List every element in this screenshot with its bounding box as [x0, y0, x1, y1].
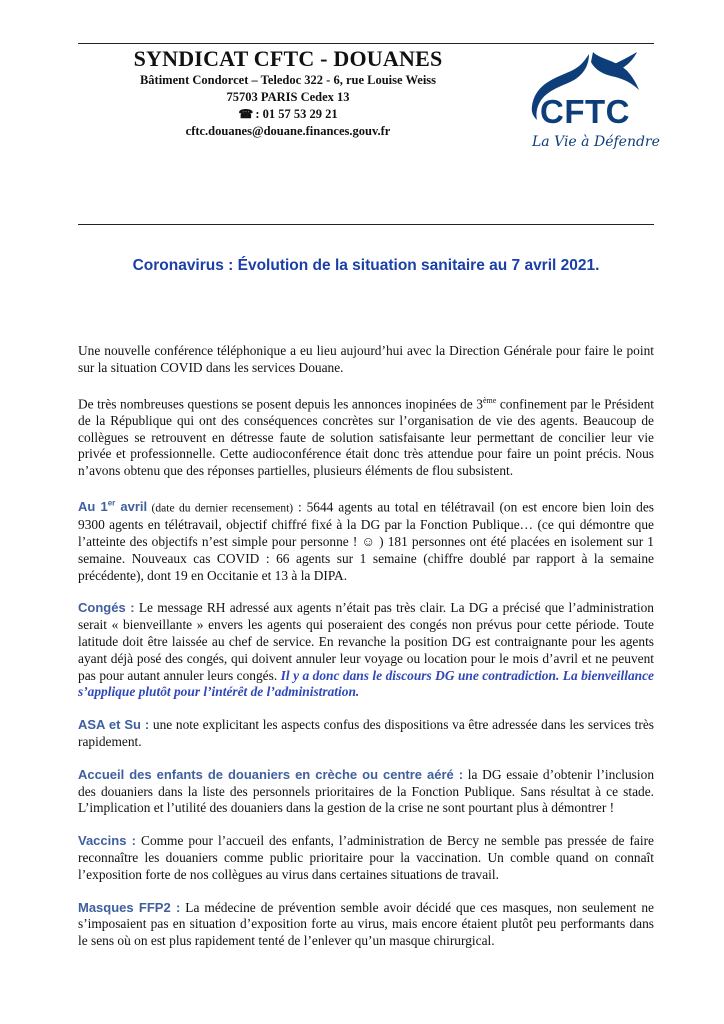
- organization-name: SYNDICAT CFTC - DOUANES: [133, 46, 443, 71]
- paragraph-conges-text: Le message RH adressé aux agents n’était pas très clair. La DG a précisé que l’administration serait « bienveillante » envers les agents qui poseraient des congés non prévus pour cette période. Toute latitude doit être laissée au chef de service. En revanche la position DG est contraignante pour les agents ayant déjà posé des congés, qui doivent annuler leur voyage ou location pour le mois d’avril et ne peuvent pas pour autant annuler leurs congés.: [78, 600, 654, 683]
- conges-emphasis: Il y a donc dans le discours DG une contradiction. La bienveillance s’applique plutôt pour l’intérêt de l’administration.: [78, 667, 654, 700]
- ordinal-suffix: ème: [482, 395, 497, 405]
- label-sup: er: [107, 499, 116, 509]
- section-label-conges: Congés :: [78, 600, 135, 616]
- paragraph-context-part-1: De très nombreuses questions se posent depuis les annonces inopinées de 3: [78, 396, 483, 412]
- section-label-asa: ASA et Su :: [78, 717, 150, 733]
- paragraph-accueil: [78, 767, 654, 817]
- paragraph-vaccins-text: Comme pour l’accueil des enfants, l’administration de Bercy ne semble pas pressée de faire reconnaître les douaniers comme public prioritaire pour la vaccination. Un comble quand on connaît l’exposition forte de nos collègues au virus dans certaines situations de travail.: [78, 833, 654, 882]
- phone-line: [78, 106, 498, 123]
- header-top-rule: [78, 43, 654, 44]
- cftc-tagline: La Vie à Défendre: [532, 134, 660, 150]
- paragraph-teletravail-text: : 5644 agents au total en télétravail (on est encore bien loin des 9300 agents en télétravail, objectif chiffré fixé à la DG par la Fonction Publique… (ce qui démontre que l’atteinte des objectifs n’est simple pour personne ! ☺ ) 181 personnes ont été placées en isolement sur 1 semaine. Nouveaux cas COVID : 66 agents sur 1 semaine (chiffre doublé par rapport à la semaine précédente), dont 19 en Occitanie et 13 à la DIPA.: [78, 499, 654, 583]
- address-line-2: 75703 PARIS Cedex 13: [226, 90, 350, 104]
- section-label-accueil: Accueil des enfants de douaniers en crèche ou centre aéré :: [78, 766, 464, 782]
- document-body: [78, 343, 654, 966]
- paragraph-conges: [78, 600, 654, 701]
- paragraph-teletravail: [78, 496, 654, 584]
- paragraph-context-part-2: confinement par le Président de la République qui ont des conséquences concrètes sur l’organisation de vie des agents. Beaucoup de collègues se retrouvent en détresse faute de solution satisfaisante leur permettant de concilier leur vie privée et professionnelle. Cette audioconférence était donc très attendue pour faire un point précis. Nous n’avons obtenu que des réponses partielles, plusieurs éléments de flou subsistent.: [78, 396, 654, 479]
- paragraph-intro: Une nouvelle conférence téléphonique a eu lieu aujourd’hui avec la Direction Générale pour faire le point sur la situation COVID dans les services Douane.: [78, 343, 654, 375]
- paragraph-vaccins: [78, 833, 654, 883]
- section-label-avril: [78, 499, 147, 514]
- paragraph-accueil-text: la DG essaie d’obtenir l’inclusion des douaniers dans la liste des personnels prioritaires de la Fonction Publique. Sans résultat à ce stade. L’implication et l’utilité des douaniers dans la gestion de la crise ne sont pourtant plus à démontrer !: [78, 766, 655, 816]
- label-part-2: avril: [115, 499, 148, 515]
- section-label-masques: Masques FFP2 :: [78, 899, 181, 915]
- paragraph-asa-text: une note explicitant les aspects confus des dispositions va être adressée dans les services très rapidement.: [78, 717, 654, 749]
- phone-number: : 01 57 53 29 21: [255, 107, 338, 121]
- cftc-logo-text: CFTC: [540, 93, 630, 130]
- paragraph-context: [78, 393, 654, 480]
- document-title: Coronavirus : Évolution de la situation sanitaire au 7 avril 2021.: [132, 257, 600, 274]
- paragraph-masques-text: La médecine de prévention semble avoir décidé que ces masques, non seulement ne s’imposaient pas en situation d’exposition forte au virus, mais encore étaient plutôt peu performants dans le sens où on est plus rapidement tenté de l’enlever qu’un masque chirurgical.: [78, 899, 655, 949]
- email-address: cftc.douanes@douane.finances.gouv.fr: [185, 124, 391, 138]
- header-bottom-rule: [78, 224, 654, 225]
- letterhead: [78, 46, 498, 140]
- date-note: (date du dernier recensement): [147, 502, 294, 515]
- paragraph-masques: [78, 900, 654, 950]
- paragraph-asa: [78, 717, 654, 751]
- telephone-icon: ☎: [238, 107, 254, 121]
- label-part-1: Au 1: [78, 499, 108, 515]
- address-line-1: Bâtiment Condorcet – Teledoc 322 - 6, rue Louise Weiss: [139, 73, 437, 87]
- section-label-vaccins: Vaccins :: [78, 833, 137, 849]
